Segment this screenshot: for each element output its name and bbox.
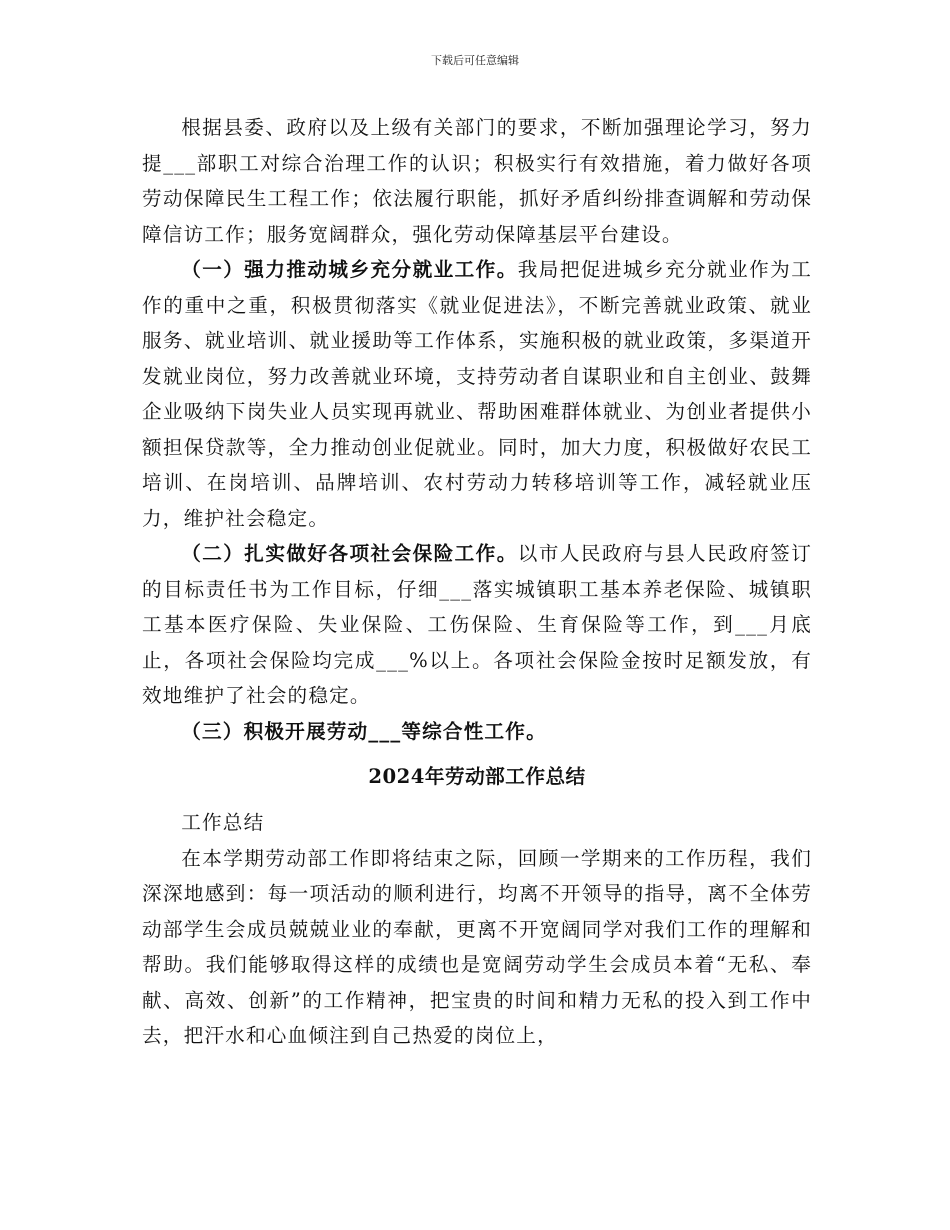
document-body xyxy=(142,110,812,1054)
page-header-note: 下载后可任意编辑 xyxy=(431,54,519,67)
document-title: 2024年劳动部工作总结 xyxy=(368,765,586,788)
employment-body: 我局把促进城乡充分就业作为工作的重中之重，积极贯彻落实《就业促进法》，不断完善就业政策、就业服务、就业培训、就业援助等工作体系，实施积极的就业政策，多渠道开发就业岗位，努力改善就业环境，支持劳动者自谋职业和自主创业、鼓舞企业吸纳下岗失业人员实现再就业、帮助困难群体就业、为创业者提供小额担保贷款等，全力推动创业促就业。同时，加大力度，积极做好农民工培训、在岗培训、品牌培训、农村劳动力转移培训等工作，减轻就业压力，维护社会稳定。 xyxy=(142,258,812,530)
summary-subtitle: 工作总结 xyxy=(181,811,265,834)
labor-comprehensive-heading: （三）积极开展劳动___等综合性工作。 xyxy=(181,719,547,743)
employment-paragraph xyxy=(142,252,812,536)
insurance-body: 以市人民政府与县人民政府签订的目标责任书为工作目标，仔细___落实城镇职工基本养老保险、城镇职工基本医疗保险、失业保险、工伤保险、生育保险等工作，到___月底止，各项社会保险均完成___%以上。各项社会保险金按时足额发放，有效地维护了社会的稳定。 xyxy=(142,542,812,707)
insurance-paragraph xyxy=(142,536,812,714)
insurance-heading: （二）扎实做好各项社会保险工作。 xyxy=(181,542,518,565)
employment-heading: （一）强力推动城乡充分就业工作。 xyxy=(181,258,518,281)
intro-paragraph: 根据县委、政府以及上级有关部门的要求，不断加强理论学习，努力提___部职工对综合治理工作的认识；积极实行有效措施，着力做好各项劳动保障民生工程工作；依法履行职能，抓好矛盾纠纷排查调解和劳动保障信访工作；服务宽阔群众，强化劳动保障基层平台建设。 xyxy=(142,116,812,246)
summary-paragraph: 在本学期劳动部工作即将结束之际，回顾一学期来的工作历程，我们深深地感到：每一项活动的顺利进行，均离不开领导的指导，离不全体劳动部学生会成员兢兢业业的奉献，更离不开宽阔同学对我们工作的理解和帮助。我们能够取得这样的成绩也是宽阔劳动学生会成员本着“无私、奉献、高效、创新”的工作精神，把宝贵的时间和精力无私的投入到工作中去，把汗水和心血倾注到自己热爱的岗位上， xyxy=(142,846,812,1047)
